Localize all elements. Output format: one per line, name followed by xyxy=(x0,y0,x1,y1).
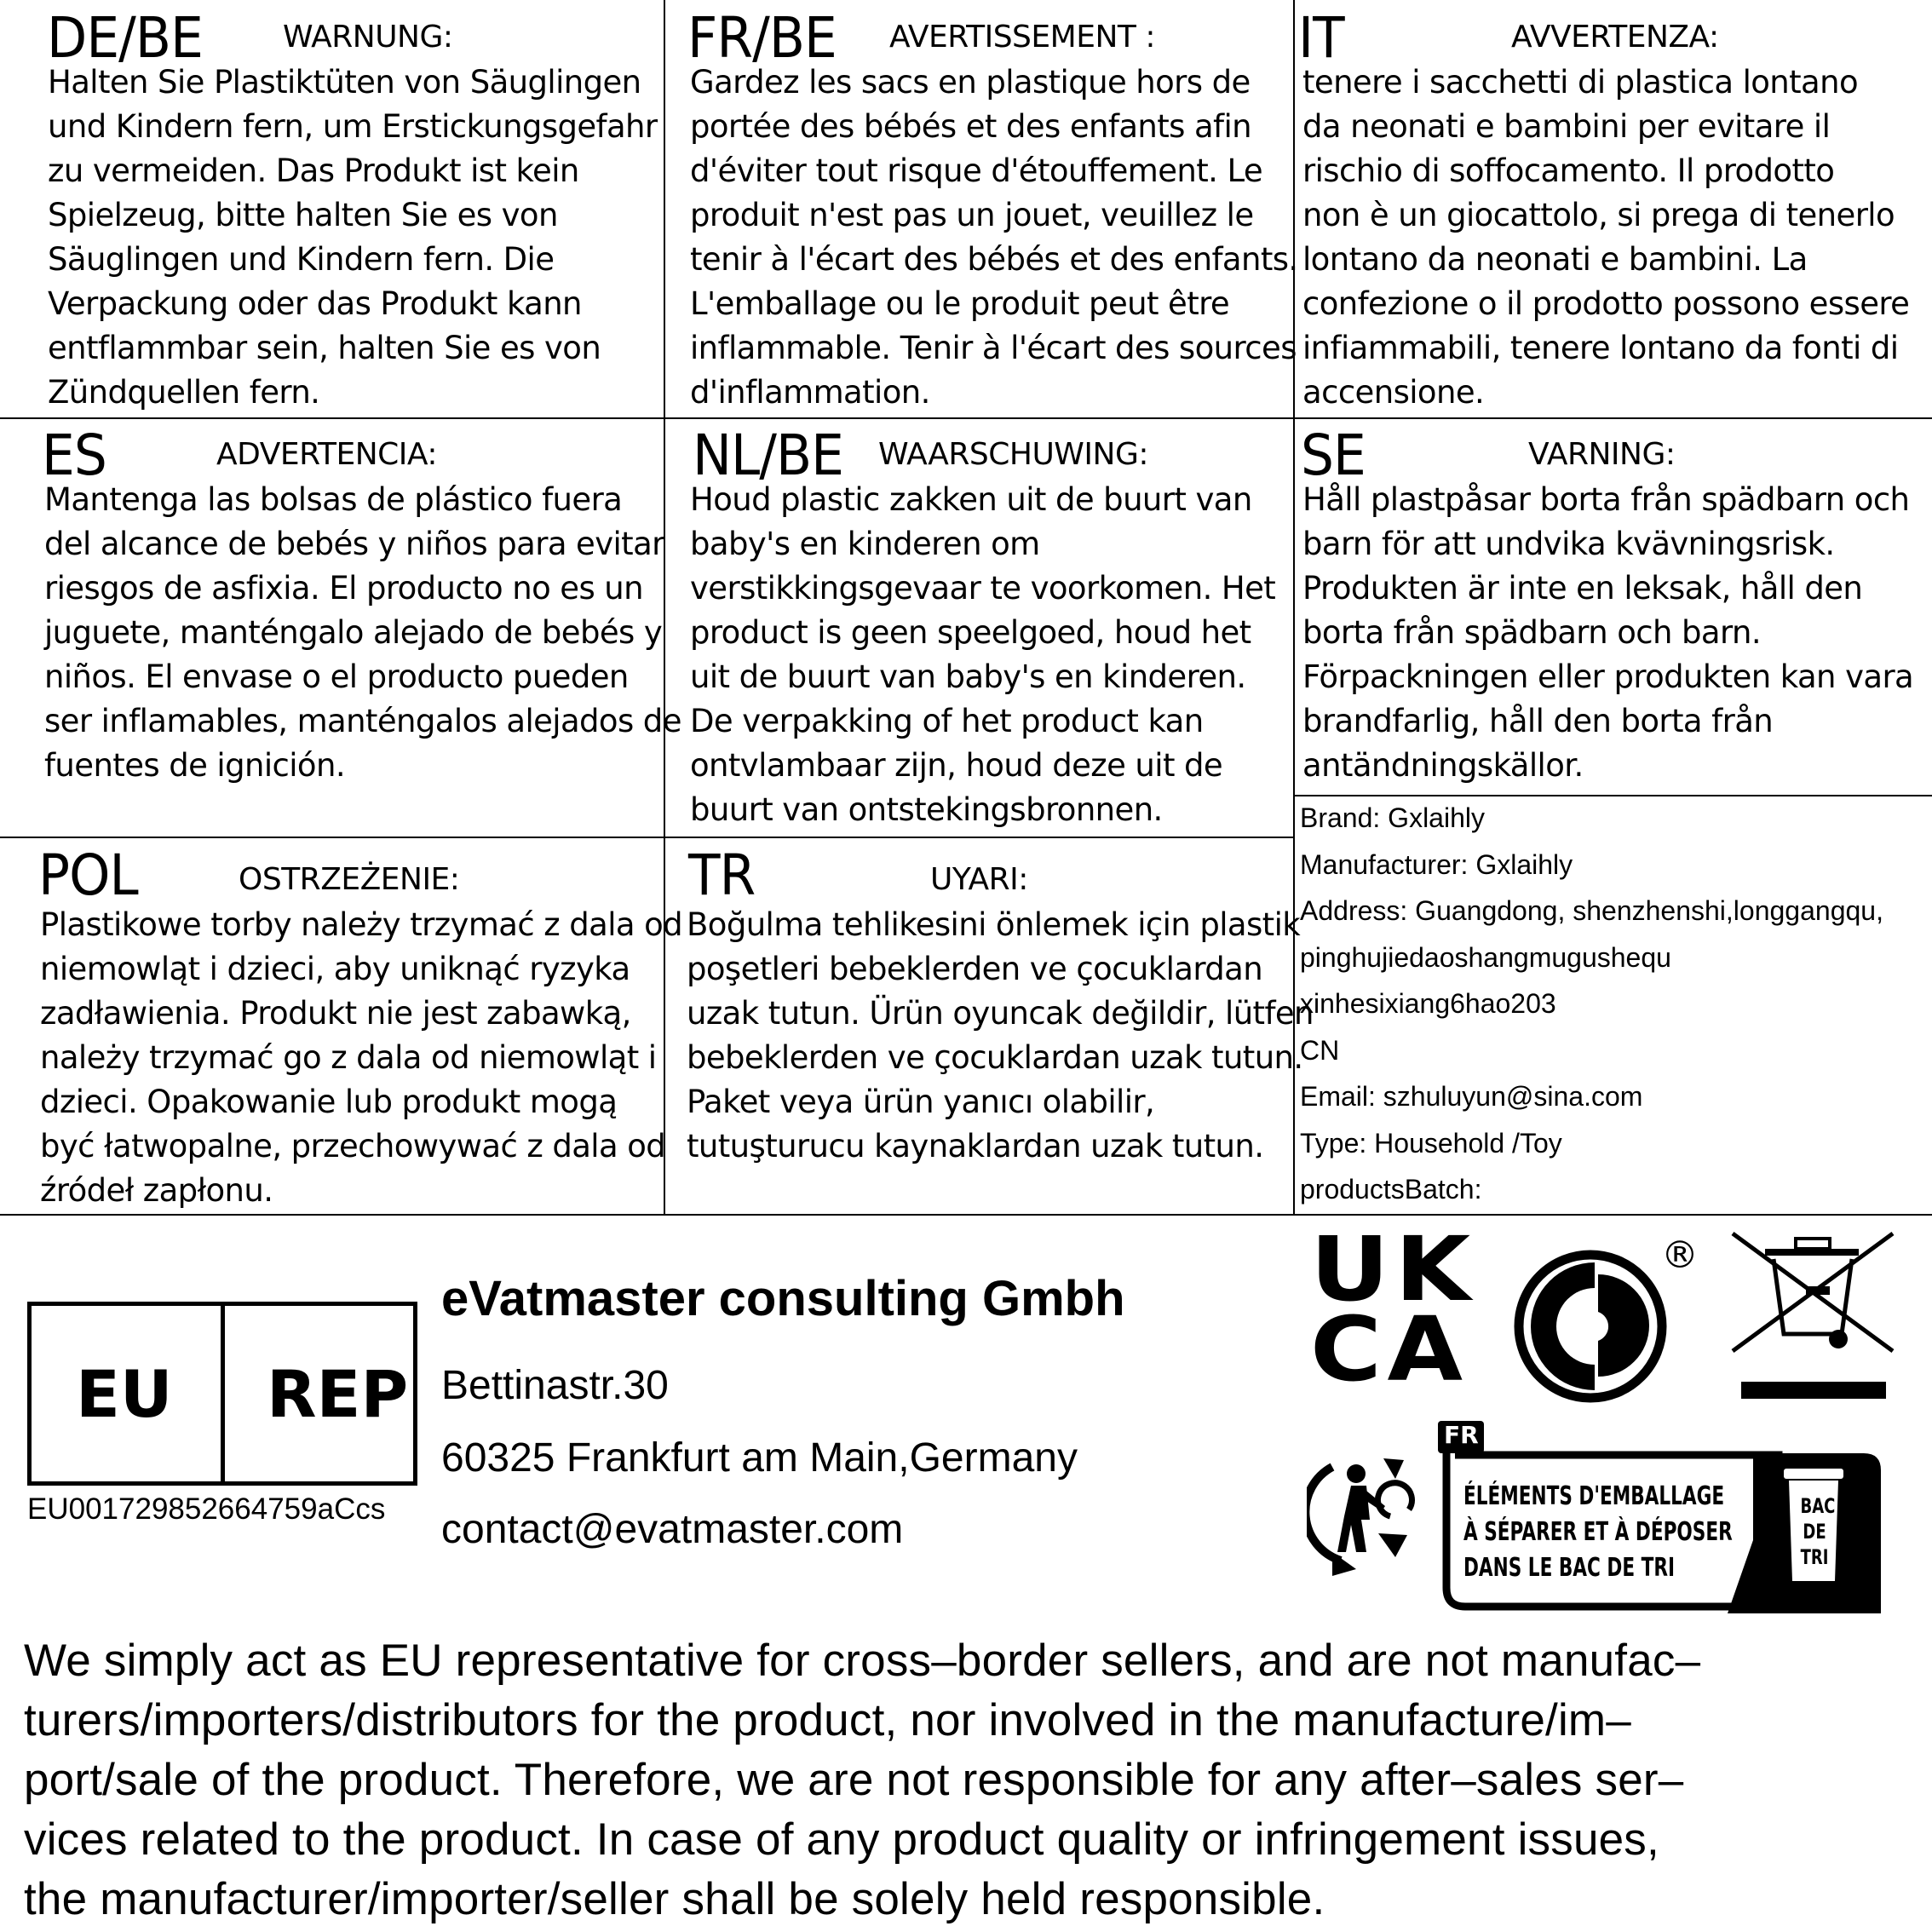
warning-text-fr: Gardez les sacs en plastique hors de portée des bébés et des enfants afin d'éviter tout risque d'étouffement. Le produit n'est pas un jouet, veuillez le tenir à l'écart des bébés et des enfants. L'emballage ou le produit peut être inflammable. Tenir à l'écart des sources d'inflammation. xyxy=(690,64,1298,411)
warning-title-es: ADVERTENCIA: xyxy=(216,437,438,472)
lang-code-fr: FR/BE xyxy=(687,5,837,71)
triman-line-3: DANS LE BAC DE TRI xyxy=(1463,1553,1676,1583)
warning-text-se: Håll plastpåsar borta från spädbarn och barn för att undvika kvävningsrisk. Produkten är inte en leksak, håll den borta från spädbarn och barn. Förpackningen eller produkten kan vara brandfarlig, håll den borta från antändningskällor. xyxy=(1302,481,1914,784)
triman-fr-label: FR xyxy=(1444,1421,1479,1449)
warning-text-es: Mantenga las bolsas de plástico fuera del alcance de bebés y niños para evitar riesgos de asfixia. El producto no es un juguete, manténgalo alejado de bebés y niños. El envase o el producto pueden ser inflamables, manténgalos alejados de fuentes de ignición. xyxy=(44,481,681,784)
warning-title-fr: AVERTISSEMENT : xyxy=(889,20,1155,55)
lang-code-tr: TR xyxy=(688,842,756,908)
eu-rep-eu: EU xyxy=(76,1356,173,1432)
grid-line-middle-left xyxy=(0,837,1293,838)
warning-title-tr: UYARI: xyxy=(930,862,1028,897)
lang-code-de: DE/BE xyxy=(47,5,203,71)
lang-code-pl: POL xyxy=(38,842,138,908)
warning-text-de: Halten Sie Plastiktüten von Säuglingen und Kindern fern, um Erstickungsgefahr zu vermeiden. Das Produkt ist kein Spielzeug, bitte halten Sie es von Säuglingen und Kindern fern. Die Verpackung oder das Produkt kann entflammbar sein, halten Sie es von Zündquellen fern. xyxy=(48,64,658,411)
disclaimer-text: We simply act as EU representative for cross–border sellers, and are not manufac– turers/importers/distributors for the product, nor involved in the manufacture/im– port/sale of the product. Therefore, we are not responsible for any after–sales ser– vices related to the product. In case of any product quality or infringement issues, the manufacturer/importer/seller shall be solely held responsible. xyxy=(24,1636,1701,1924)
ukca-mark xyxy=(1310,1217,1487,1402)
warning-title-pl: OSTRZEŻENIE: xyxy=(239,862,460,897)
triman-line-2: À SÉPARER ET À DÉPOSER xyxy=(1463,1517,1733,1547)
warning-text-tr: Boğulma tehlikesini önlemek için plastik poşetleri bebeklerden ve çocuklardan uzak tutun. Ürün oyuncak değildir, lütfen bebeklerden ve çocuklardan uzak tutun. Paket veya ürün yanıcı olabilir, tutuşturucu kaynaklardan uzak tutun. xyxy=(687,906,1314,1164)
eu-rep-email: contact@evatmaster.com xyxy=(441,1507,904,1552)
eu-rep-company: eVatmaster consulting Gmbh xyxy=(441,1271,1125,1326)
warning-title-se: VARNING: xyxy=(1528,437,1676,472)
ukca-bottom: CA xyxy=(1310,1297,1469,1401)
eu-rep-rep: REP xyxy=(267,1356,409,1432)
lang-code-se: SE xyxy=(1301,423,1366,488)
warning-text-nl: Houd plastic zakken uit de buurt van baby's en kinderen om verstikkingsgevaar te voorkomen. Het product is geen speelgoed, houd het uit de buurt van baby's en kinderen. De verpakking of het product kan ontvlambaar zijn, houd deze uit de buurt van ontstekingsbronnen. xyxy=(690,481,1276,828)
ukca-top: UK xyxy=(1310,1217,1476,1321)
weee-bin-icon xyxy=(1728,1228,1898,1404)
warning-text-pl: Plastikowe torby należy trzymać z dala od niemowląt i dzieci, aby uniknąć ryzyka zadławienia. Produkt nie jest zabawką, należy trzymać go z dala od niemowląt i dzieci. Opakowanie lub produkt mogą być łatwopalne, przechowywać z dala od źródeł zapłonu. xyxy=(40,906,683,1209)
triman-line-1: ÉLÉMENTS D'EMBALLAGE xyxy=(1463,1481,1725,1511)
warning-title-de: WARNUNG: xyxy=(283,20,453,55)
green-dot-icon xyxy=(1513,1249,1668,1404)
warning-title-nl: WAARSCHUWING: xyxy=(878,437,1148,472)
triman-person-icon xyxy=(1307,1441,1417,1578)
grid-line-top xyxy=(0,417,1932,419)
bin-label-3: TRI xyxy=(1800,1545,1829,1569)
bin-label-1: BAC xyxy=(1800,1494,1836,1518)
lang-code-es: ES xyxy=(42,423,106,488)
eu-rep-city: 60325 Frankfurt am Main,Germany xyxy=(441,1435,1078,1481)
warning-text-it: tenere i sacchetti di plastica lontano da neonati e bambini per evitare il rischio di soffocamento. Il prodotto non è un giocattolo, si prega di tenerlo lontano da neonati e bambini. La confezione o il prodotto possono essere infiammabili, tenere lontano da fonti di accensione. xyxy=(1302,64,1910,411)
lang-code-nl: NL/BE xyxy=(693,423,844,488)
grid-line-bottom xyxy=(0,1214,1932,1216)
eu-rep-divider xyxy=(221,1306,225,1481)
warning-title-it: AVVERTENZA: xyxy=(1511,20,1719,55)
eu-rep-code: EU001729852664759aCcs xyxy=(27,1492,386,1526)
lang-code-it: IT xyxy=(1298,5,1344,71)
bin-label-2: DE xyxy=(1803,1520,1826,1544)
eu-rep-box xyxy=(27,1302,417,1486)
product-info: Brand: Gxlaihly Manufacturer: Gxlaihly Address: Guangdong, shenzhenshi,longgangqu, pinghujiedaoshangmugushequ xinhesixiang6hao203 CN Email: szhuluyun@sina.com Type: Household /Toy productsBatch: xyxy=(1300,802,1883,1205)
eu-rep-street: Bettinastr.30 xyxy=(441,1363,669,1408)
registered-symbol: ® xyxy=(1661,1233,1699,1277)
triman-info-box xyxy=(1438,1421,1883,1615)
